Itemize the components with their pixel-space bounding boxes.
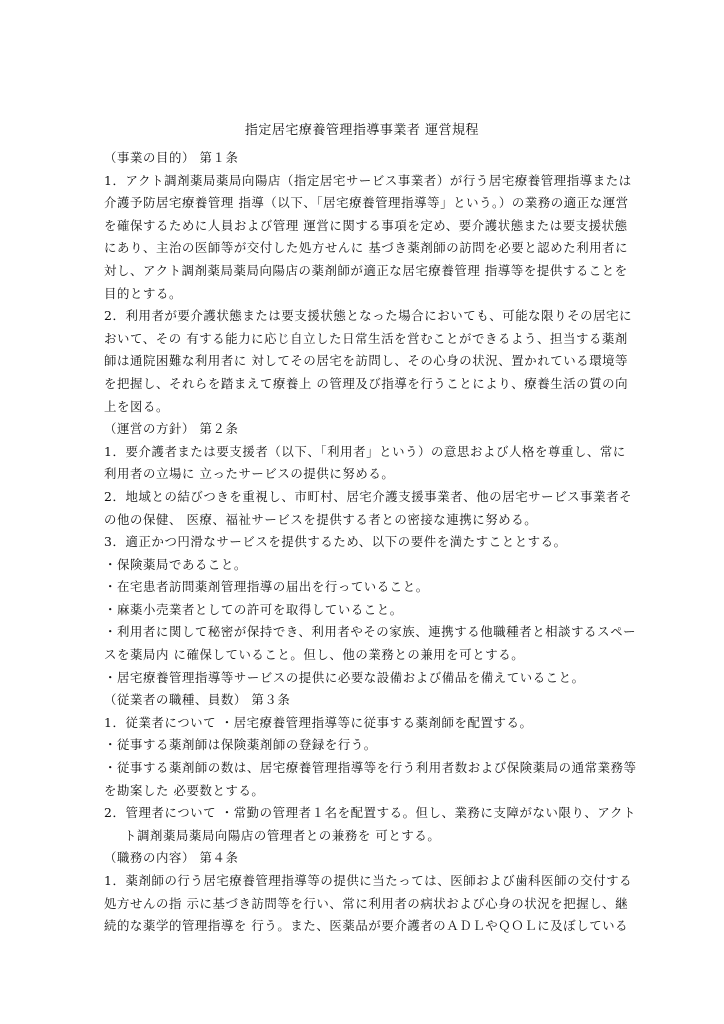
section-heading: （運営の方針） 第２条: [104, 421, 239, 437]
text-line: を把握し、それらを踏まえて療養上 の管理及び指導を行うことにより、療養生活の質の向: [104, 375, 629, 391]
text-line: 処方せんの指 示に基づき訪問等を行い、常に利用者の病状および心身の状況を把握し、継: [104, 895, 629, 911]
text-line: 目的とする。: [104, 285, 182, 301]
text-line: おいて、その 有する能力に応じ自立した日常生活を営むことができるよう、担当する薬剤: [104, 330, 628, 346]
document-title: 指定居宅療養管理指導事業者 運営規程: [244, 123, 480, 138]
bullet-line: ・麻薬小売業者としての許可を取得していること。: [104, 601, 403, 617]
text-line: 介護予防居宅療養管理 指導（以下、「居宅療養管理指導等」という。）の業務の適正な運営: [104, 195, 629, 211]
text-line: を勘案した 必要数とする。: [104, 782, 265, 798]
text-line: 上を図る。: [104, 398, 169, 414]
text-line: 1．要介護者または要支援者（以下、「利用者」という）の意思および人格を尊重し、常に: [104, 443, 626, 459]
bullet-line: ・利用者に関して秘密が保持でき、利用者やその家族、連携する他職種者と相談するスペー: [104, 624, 637, 640]
bullet-line: ・従事する薬剤師は保険薬剤師の登録を行う。: [104, 737, 377, 753]
text-line: 2．利用者が要介護状態または要支援状態となった場合においても、可能な限りその居宅に: [104, 308, 633, 324]
text-line: 2．地域との結びつきを重視し、市町村、居宅介護支援事業者、他の居宅サービス事業者そ: [104, 488, 633, 504]
bullet-line: ・従事する薬剤師の数は、居宅療養管理指導等を行う利用者数および保険薬局の通常業務等: [104, 760, 637, 776]
text-line: スを薬局内 に確保していること。但し、他の業務との兼用を可とする。: [104, 647, 525, 663]
text-line: 続的な薬学的管理指導を 行う。また、医薬品が要介護者のＡＤＬやＱＯＬに及ぼしている: [104, 918, 629, 934]
text-line: ト調剤薬局薬局向陽店の管理者との兼務を 可とする。: [124, 827, 441, 843]
text-line: 利用者の立場に 立ったサービスの提供に努める。: [104, 466, 395, 482]
text-line: 3．適正かつ円滑なサービスを提供するため、以下の要件を満たすこととする。: [104, 534, 567, 550]
text-line: の他の保健、 医療、福祉サービスを提供する者との密接な連携に努める。: [104, 511, 538, 527]
section-heading: （職務の内容） 第４条: [104, 850, 239, 866]
section-heading: （事業の目的） 第１条: [104, 150, 239, 165]
section-heading: （従業者の職種、員数） 第３条: [104, 692, 291, 708]
text-line: 師は通院困難な利用者に 対してその居宅を訪問し、その心身の状況、置かれている環境等: [104, 353, 629, 369]
text-line: 1．アクト調剤薬局薬局向陽店（指定居宅サービス事業者）が行う居宅療養管理指導または: [104, 172, 632, 188]
bullet-line: ・居宅療養管理指導等サービスの提供に必要な設備および備品を備えていること。: [104, 669, 585, 685]
text-line: 1．従業者について ・居宅療養管理指導等に従事する薬剤師を配置する。: [104, 714, 533, 730]
bullet-line: ・在宅患者訪問薬剤管理指導の届出を行っていること。: [104, 579, 429, 595]
text-line: 2．管理者について ・常勤の管理者１名を配置する。但し、業務に支障がない限り、アクト: [104, 805, 637, 821]
text-line: を確保するために人員および管理 運営に関する事項を定め、要介護状態または要支援状態: [104, 217, 628, 233]
document-body: [104, 147, 637, 938]
text-line: 対し、アクト調剤薬局薬局向陽店の薬剤師が適正な居宅療養管理 指導等を提供することを: [104, 262, 628, 278]
text-line: にあり、主治の医師等が交付した処方せんに 基づき薬剤師の訪問を必要と認めた利用者に: [104, 240, 629, 256]
bullet-line: ・保険薬局であること。: [104, 556, 247, 572]
text-line: 1．薬剤師の行う居宅療養管理指導等の提供に当たっては、医師および歯科医師の交付する: [104, 873, 633, 888]
